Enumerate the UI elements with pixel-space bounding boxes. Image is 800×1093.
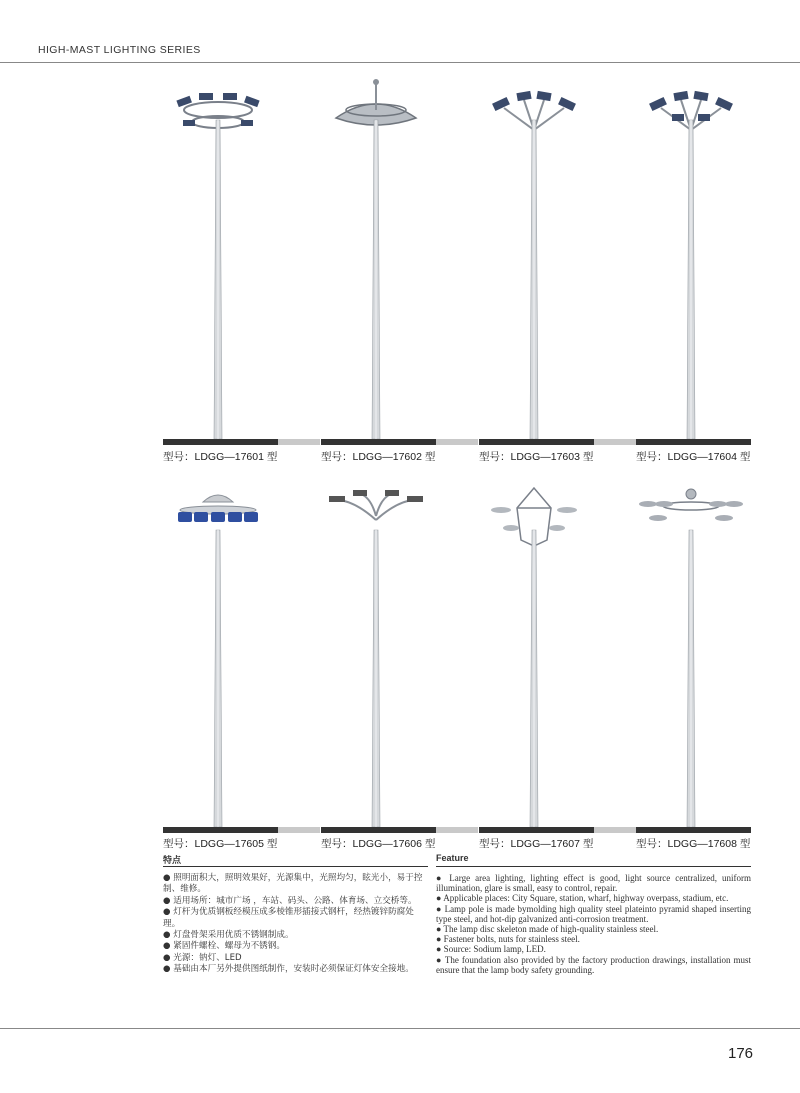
high-mast-cage-lamp-icon	[479, 475, 589, 827]
caption-bar-light	[436, 827, 478, 833]
caption-bar	[163, 827, 320, 833]
caption-bar-dark	[163, 439, 278, 445]
caption-bar-dark	[163, 827, 278, 833]
cn-feature-item: ● 紧固件螺栓、螺母为不锈钢。	[163, 941, 285, 952]
model-label: 型号：LDGG—17604 型	[636, 451, 751, 463]
features-cn-list	[163, 873, 428, 976]
bottom-rule	[0, 1028, 800, 1029]
high-mast-floodlight-lamp-icon	[636, 65, 746, 439]
cn-feature-item: ● 光源：钠灯、LED	[163, 952, 242, 963]
page-number: 176	[728, 1045, 754, 1062]
features-en-title: Feature	[436, 853, 469, 863]
cn-feature-item: ● 基础由本厂另外提供图纸制作，安装时必须保证灯体安全接地。	[163, 964, 414, 975]
top-rule	[0, 62, 800, 63]
features-cn-title: 特点	[163, 855, 182, 865]
model-label: 型号：LDGG—17605 型	[163, 838, 278, 850]
caption-bar	[479, 827, 636, 833]
high-mast-arm-lamp-icon	[321, 475, 431, 827]
model-label: 型号：LDGG—17608 型	[636, 838, 751, 850]
caption-bar	[479, 439, 636, 445]
cn-feature-item: ● 灯杆为优质钢板经模压成多棱锥形插接式钢杆，经热镀锌防腐处理。	[163, 907, 414, 929]
series-title: HIGH-MAST LIGHTING SERIES	[38, 44, 201, 56]
product-6	[321, 475, 478, 852]
high-mast-crown-lamp-icon	[321, 65, 431, 439]
caption-bar-dark	[479, 827, 594, 833]
model-label: 型号：LDGG—17601 型	[163, 451, 278, 463]
en-feature-item: ● The foundation also provided by the factory production drawings, installation must ensure that the lamp body safety grounding.	[436, 954, 751, 975]
caption-bar-dark	[636, 827, 751, 833]
cn-feature-item: ● 灯盘骨架采用优质不锈钢制成。	[163, 930, 294, 941]
high-mast-dome-lamp-icon	[163, 475, 273, 827]
cn-feature-item: ● 适用场所：城市广场 ，车站、码头、公路、体育场、立交桥等。	[163, 895, 417, 906]
product-3	[479, 65, 636, 465]
model-label: 型号：LDGG—17607 型	[479, 838, 594, 850]
caption-bar-light	[436, 439, 478, 445]
caption-bar	[163, 439, 320, 445]
caption-bar-light	[278, 827, 320, 833]
caption-bar	[636, 439, 793, 445]
model-label: 型号：LDGG—17602 型	[321, 451, 436, 463]
caption-bar-light	[278, 439, 320, 445]
en-feature-item: ● The lamp disc skeleton made of high-quality stainless steel.	[436, 924, 659, 935]
model-label: 型号：LDGG—17603 型	[479, 451, 594, 463]
product-5	[163, 475, 320, 852]
model-label: 型号：LDGG—17606 型	[321, 838, 436, 850]
high-mast-ring-lamp-icon	[163, 65, 273, 439]
product-7	[479, 475, 636, 852]
en-feature-item: ● Fastener bolts, nuts for stainless steel.	[436, 934, 580, 945]
high-mast-floodlight-lamp-icon	[479, 65, 589, 439]
high-mast-disc-lamp-icon	[636, 475, 746, 827]
caption-bar	[321, 827, 478, 833]
cn-feature-item: ● 照明面积大，照明效果好，光源集中，光照均匀，眩光小，易于控制、维修。	[163, 873, 423, 895]
features-en-list	[436, 873, 751, 975]
caption-bar	[636, 827, 793, 833]
features-en-rule	[436, 866, 751, 867]
caption-bar-light	[594, 827, 636, 833]
caption-bar-dark	[321, 827, 436, 833]
product-8	[636, 475, 793, 852]
en-feature-item: ● Large area lighting, lighting effect is good, light source centralized, uniform illumination, glare is small, easy to control, repair.	[436, 873, 751, 894]
en-feature-item: ● Applicable places: City Square, station, wharf, highway overpass, stadium, etc.	[436, 893, 729, 904]
product-4	[636, 65, 793, 465]
en-feature-item: ● Lamp pole is made bymolding high quality steel plateinto pyramid shaped inserting type steel, and hot-dip galvanized anti-corrosion treatment.	[436, 903, 751, 924]
caption-bar-dark	[321, 439, 436, 445]
caption-bar	[321, 439, 478, 445]
caption-bar-dark	[479, 439, 594, 445]
features-cn-rule	[163, 866, 428, 867]
caption-bar-light	[594, 439, 636, 445]
caption-bar-dark	[636, 439, 751, 445]
en-feature-item: ● Source: Sodium lamp, LED.	[436, 944, 546, 955]
product-1	[163, 65, 320, 465]
product-2	[321, 65, 478, 465]
